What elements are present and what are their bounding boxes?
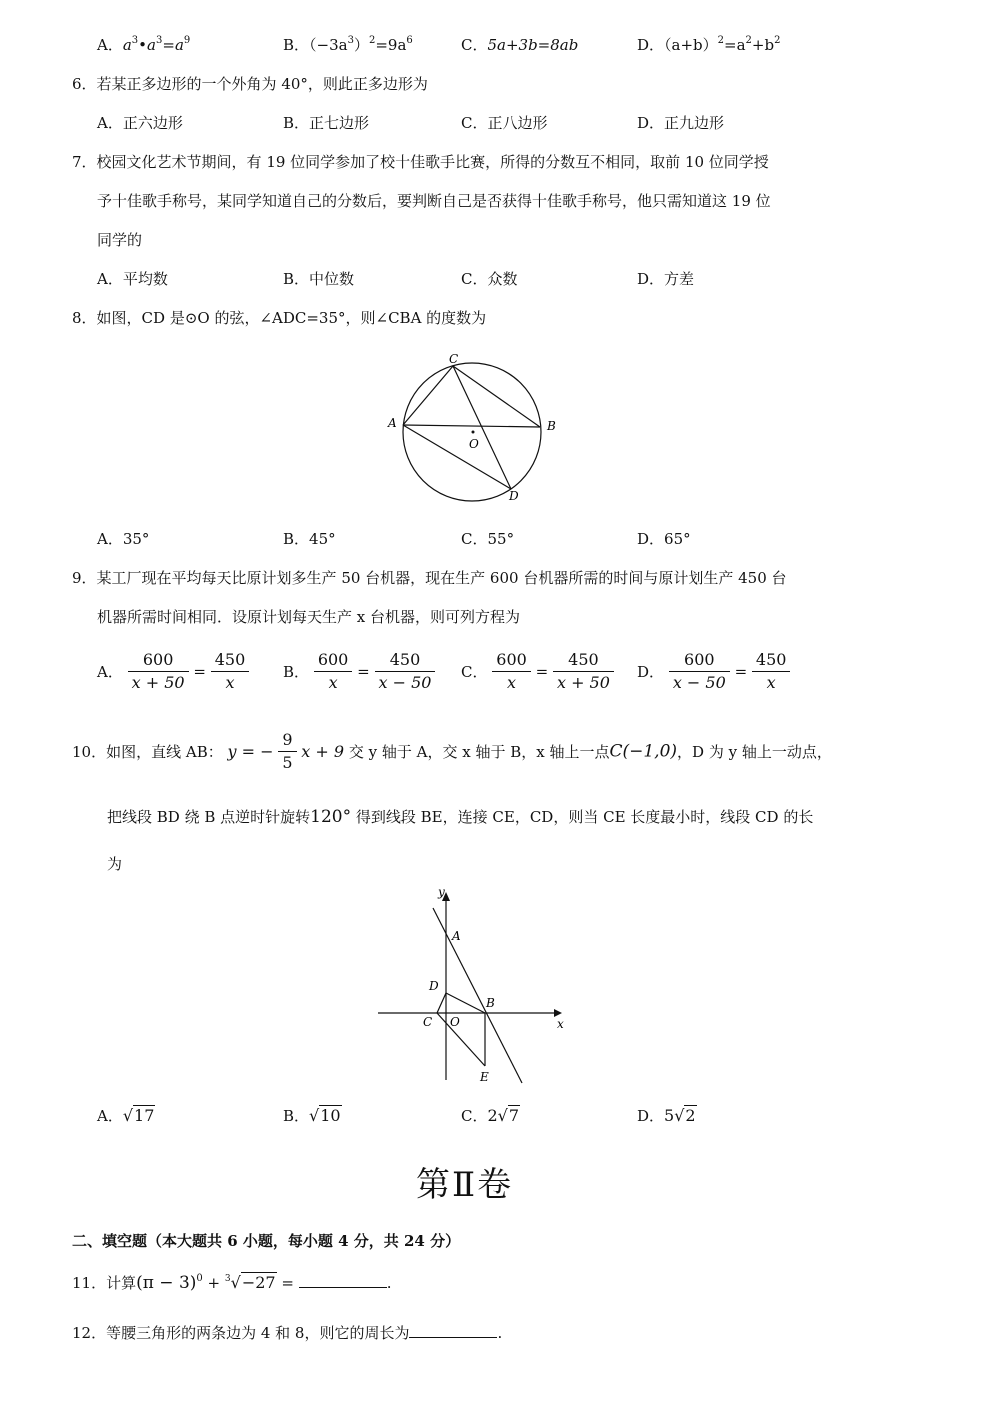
q11-answer-blank[interactable] xyxy=(299,1287,387,1288)
q9-line2: 机器所需时间相同．设原计划每天生产 x 台机器，则可列方程为 xyxy=(97,608,520,626)
q9-option-d: D． $\frac{600}{x - 50}$ = $\frac{450}{x}$ xyxy=(637,649,790,694)
q8-stem: 8．如图，CD 是⊙O 的弦，∠ADC=35°，则∠CBA 的度数为 xyxy=(72,309,487,327)
label-b: B xyxy=(486,996,495,1010)
q6-option-c: C．正八边形 xyxy=(461,114,548,132)
label-b: B xyxy=(547,419,556,433)
q10-option-a: A．√17 xyxy=(97,1106,155,1125)
q7-line1: 7．校园文化艺术节期间，有 19 位同学参加了校十佳歌手比赛，所得的分数互不相同，取前 10 位同学授 xyxy=(72,153,769,171)
q7-line2: 予十佳歌手称号，某同学知道自己的分数后，要判断自己是否获得十佳歌手称号，他只需知道这 19 位 xyxy=(97,192,771,210)
chord-ac xyxy=(403,366,453,425)
q8-option-d: D．65° xyxy=(637,530,691,548)
label-e: E xyxy=(480,1070,489,1084)
label-a: A xyxy=(388,416,397,430)
q5-option-a: A．$a^3•a^3=a^9$ xyxy=(97,35,191,54)
q6-option-d: D．正九边形 xyxy=(637,114,725,132)
q10-coordinate-figure xyxy=(375,880,575,1090)
q7-option-a: A．平均数 xyxy=(97,270,168,288)
q10-line2: 把线段 BD 绕 B 点逆时针旋转120° 得到线段 BE，连接 CE，CD，则当 CE 长度最小时，线段 CD 的长 xyxy=(107,807,814,827)
segment-db xyxy=(446,993,485,1013)
label-c: C xyxy=(423,1015,433,1029)
q10-option-d: D．5√2 xyxy=(637,1106,696,1125)
section-heading: 二、填空题（本大题共 6 小题，每小题 4 分，共 24 分） xyxy=(72,1232,461,1250)
center-dot xyxy=(472,431,475,434)
label-x: x xyxy=(557,1017,564,1031)
chord-cd xyxy=(453,366,511,489)
q11-line: 11．计算$(\pi - 3)^0 + ^3√-27$ = . xyxy=(72,1273,392,1293)
q8-option-b: B．45° xyxy=(283,530,336,548)
segment-ce xyxy=(437,1013,485,1066)
label-y: y xyxy=(438,885,445,899)
q12-answer-blank[interactable] xyxy=(409,1337,497,1338)
q8-option-a: A．35° xyxy=(97,530,150,548)
label-c: C xyxy=(449,352,459,366)
q10-option-c: C．2√7 xyxy=(461,1106,520,1125)
q5-option-c: C．5a+3b=8ab xyxy=(461,36,579,54)
q9-line1: 9．某工厂现在平均每天比原计划多生产 50 台机器，现在生产 600 台机器所需的时间与原计划生产 450 台 xyxy=(72,569,787,587)
q10-option-b: B．√10 xyxy=(283,1106,341,1125)
label-d: D xyxy=(429,979,439,993)
q6-option-a: A．正六边形 xyxy=(97,114,183,132)
q10-line1: 10．如图，直线 AB： y = − $\frac{9}{5}$ x + 9 交 y 轴于 A，交 x 轴于 B，x 轴上一点C(−1,0)，D 为 y 轴上一动点， xyxy=(72,730,832,772)
label-o: O xyxy=(450,1015,460,1029)
q10-line3: 为 xyxy=(107,855,123,873)
q8-option-c: C．55° xyxy=(461,530,515,548)
q12-line: 12．等腰三角形的两条边为 4 和 8，则它的周长为 . xyxy=(72,1324,503,1342)
q7-option-b: B．中位数 xyxy=(283,270,355,288)
q5-option-d: D．$(a+b)^2=a^2+b^2$ xyxy=(637,35,781,54)
label-d: D xyxy=(509,489,519,503)
q7-option-d: D．方差 xyxy=(637,270,695,288)
chord-ad xyxy=(403,425,511,489)
chord-cb xyxy=(453,366,540,427)
q9-option-b: B． $\frac{600}{x}$ = $\frac{450}{x - 50}$ xyxy=(283,649,435,694)
part2-title: 第Ⅱ卷 xyxy=(416,1165,514,1205)
q6-stem: 6．若某正多边形的一个外角为 40°，则此正多边形为 xyxy=(72,75,428,93)
q9-option-a: A． $\frac{600}{x + 50}$ = $\frac{450}{x}$ xyxy=(97,649,249,694)
segment-cd xyxy=(437,993,446,1013)
chord-ab xyxy=(403,425,540,427)
q7-line3: 同学的 xyxy=(97,231,143,249)
q7-option-c: C．众数 xyxy=(461,270,518,288)
q6-option-b: B．正七边形 xyxy=(283,114,370,132)
label-o: O xyxy=(469,437,479,451)
q8-circle-figure xyxy=(380,348,570,508)
x-axis-arrow xyxy=(554,1009,562,1017)
q5-option-b: B．$(-3a^3)^2=9a^6$ xyxy=(283,35,413,54)
q9-option-c: C． $\frac{600}{x}$ = $\frac{450}{x + 50}$ xyxy=(461,649,614,694)
label-a: A xyxy=(452,929,461,943)
